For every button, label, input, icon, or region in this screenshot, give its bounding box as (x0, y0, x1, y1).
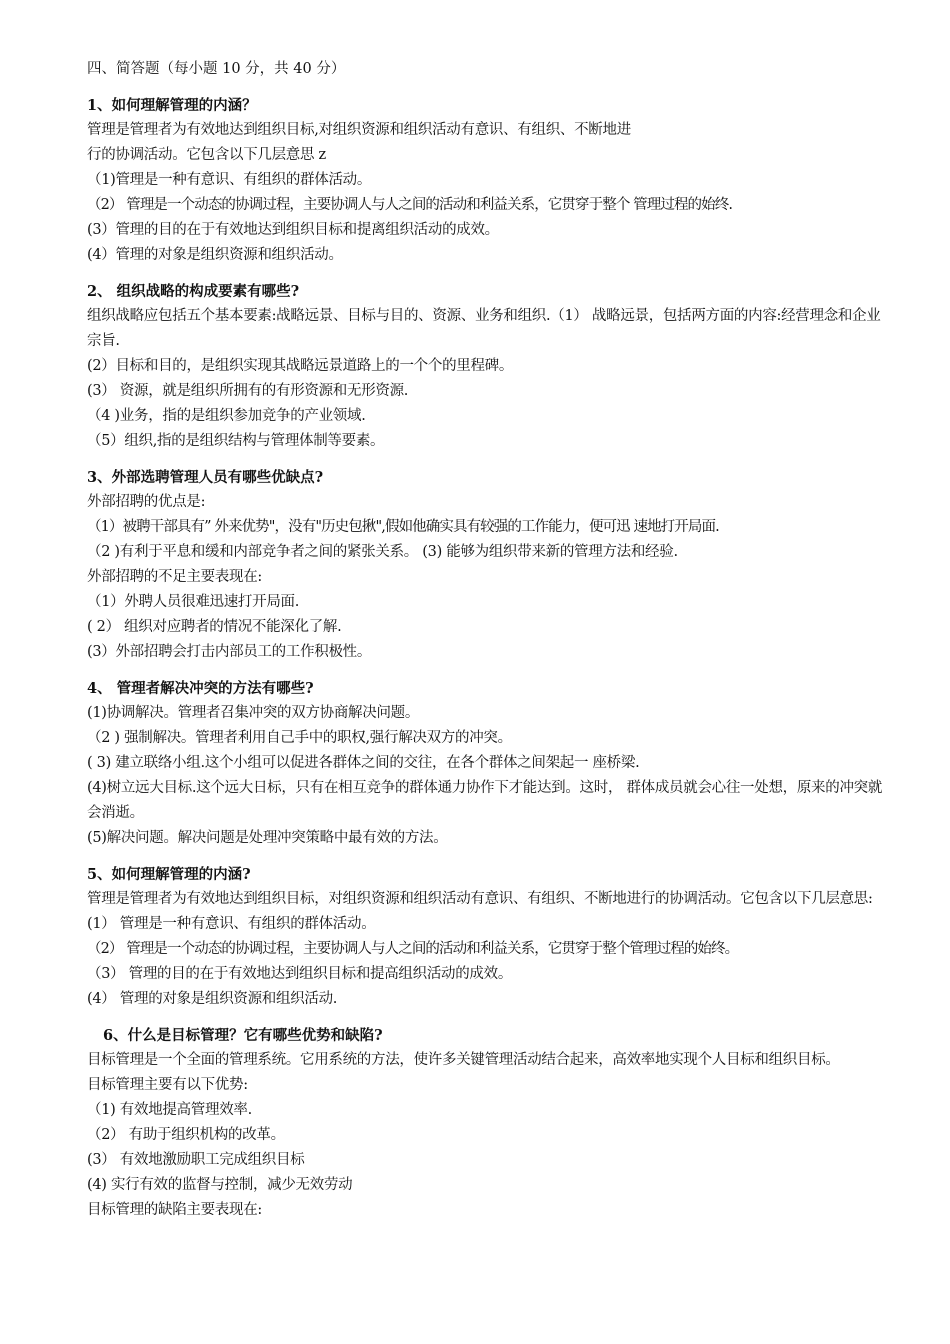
answer-line: （2） 管理是一个动态的协调过程，主要协调人与人之间的活动和利益关系，它贯穿于整个管理过程的始终。 (87, 941, 739, 957)
answer-line: （1)管理是一种有意识、有组织的群体活动。 (87, 172, 372, 188)
answer-line: （2 )有利于平息和缓和内部竞争者之间的紧张关系。 (3) 能够为组织带来新的管理方法和经验. (87, 544, 678, 560)
answer-line: (3） 资源，就是组织所拥有的有形资源和无形资源. (87, 383, 409, 399)
question-title: 6、什么是目标管理？它有哪些优势和缺陷? (103, 1027, 383, 1044)
answer-line: (1)协调解决。管理者召集冲突的双方协商解决问题。 (87, 705, 420, 721)
answer-line: (4）管理的对象是组织资源和组织活动。 (87, 247, 343, 263)
answer-line: （1）被聘干部具有” 外来优势"，没有"历史包揪",假如他确实具有较强的工作能力，便可迅 速地打开局面. (87, 519, 719, 535)
answer-line: 行的协调活动。它包含以下几层意思 z (87, 147, 326, 163)
answer-line: （1) 有效地提高管理效率. (87, 1102, 252, 1118)
answer-paragraph: 组织战略应包括五个基本要素:战略远景、目标与目的、资源、业务和组织.（1） 战略远景，包括两方面的内容:经营理念和企业宗旨. (87, 308, 881, 349)
question-block-5 (87, 862, 890, 1012)
answer-line: （2） 有助于组织机构的改革。 (87, 1127, 285, 1143)
answer-line: (5)解决问题。解决问题是处理冲突策略中最有效的方法。 (87, 830, 448, 846)
answer-line: （5）组织,指的是组织结构与管理体制等要素。 (87, 433, 385, 449)
answer-paragraph: 目标管理是一个全面的管理系统。它用系统的方法，使许多关键管理活动结合起来，高效率地实现个人目标和组织目标。 (87, 1052, 840, 1068)
answer-line: (1） 管理是一种有意识、有组织的群体活动。 (87, 916, 376, 932)
answer-paragraph: 管理是管理者为有效地达到组织目标，对组织资源和组织活动有意识、有组织、不断地进行的协调活动。它包含以下几层意思: (87, 891, 873, 907)
question-title: 3、外部选聘管理人员有哪些优缺点? (87, 469, 324, 486)
answer-line: (4） 管理的对象是组织资源和组织活动. (87, 991, 338, 1007)
answer-line: 外部招聘的不足主要表现在: (87, 569, 262, 585)
question-block-6 (87, 1023, 890, 1223)
answer-line: （1）外聘人员很难迅速打开局面. (87, 594, 300, 610)
question-block-3 (87, 465, 890, 665)
question-block-4 (87, 676, 890, 851)
question-block-1 (87, 93, 890, 268)
answer-paragraph: (4)树立远大目标.这个远大日标，只有在相互竞争的群体通力协作下才能达到。这时， 群体成员就会心往一处想，原来的冲突就会消逝。 (87, 780, 883, 821)
answer-line: 目标管理的缺陷主要表现在: (87, 1202, 262, 1218)
answer-line: (3）管理的目的在于有效地达到组织目标和提离组织活动的成效。 (87, 222, 499, 238)
answer-line: （3） 管理的目的在于有效地达到组织目标和提高组织活动的成效。 (87, 966, 513, 982)
question-block-2 (87, 279, 890, 454)
question-title: 5、如何理解管理的内涵? (87, 866, 251, 883)
question-title: 2、 组织战略的构成要素有哪些? (87, 283, 300, 300)
answer-line: (3） 有效地激励职工完成组织目标 (87, 1152, 305, 1168)
answer-line: （4 )业务，指的是组织参加竞争的产业领域. (87, 408, 366, 424)
section-heading: 四、简答题（每小题 10 分，共 40 分） (87, 61, 346, 77)
answer-line: (2）目标和目的，是组织实现其战略远景道路上的一个个的里程碑。 (87, 358, 514, 374)
question-title: 1、如何理解管理的内涵？ (87, 97, 257, 114)
answer-line: （2 ) 强制解决。管理者利用自己手中的职权,强行解决双方的冲突。 (87, 730, 512, 746)
question-title: 4、 管理者解决冲突的方法有哪些? (87, 680, 314, 697)
answer-line: ( 3) 建立联络小组.这个小组可以促进各群体之间的交往，在各个群体之间架起一 座桥梁. (87, 755, 640, 771)
answer-line: 目标管理主要有以下优势: (87, 1077, 248, 1093)
answer-line: (3）外部招聘会打击内部员工的工作积极性。 (87, 644, 372, 660)
answer-line: ( 2） 组织对应聘者的情况不能深化了解. (87, 619, 342, 635)
answer-line: 管理是管理者为有效地达到组织目标,对组织资源和组织活动有意识、有组织、不断地进 (87, 122, 631, 138)
answer-line: 外部招聘的优点是: (87, 494, 206, 510)
answer-line: （2） 管理是一个动态的协调过程，主要协调人与人之间的活动和利益关系，它贯穿于整个 管理过程的始终. (87, 197, 733, 213)
answer-line: (4) 实行有效的监督与控制，减少无效劳动 (87, 1177, 353, 1193)
